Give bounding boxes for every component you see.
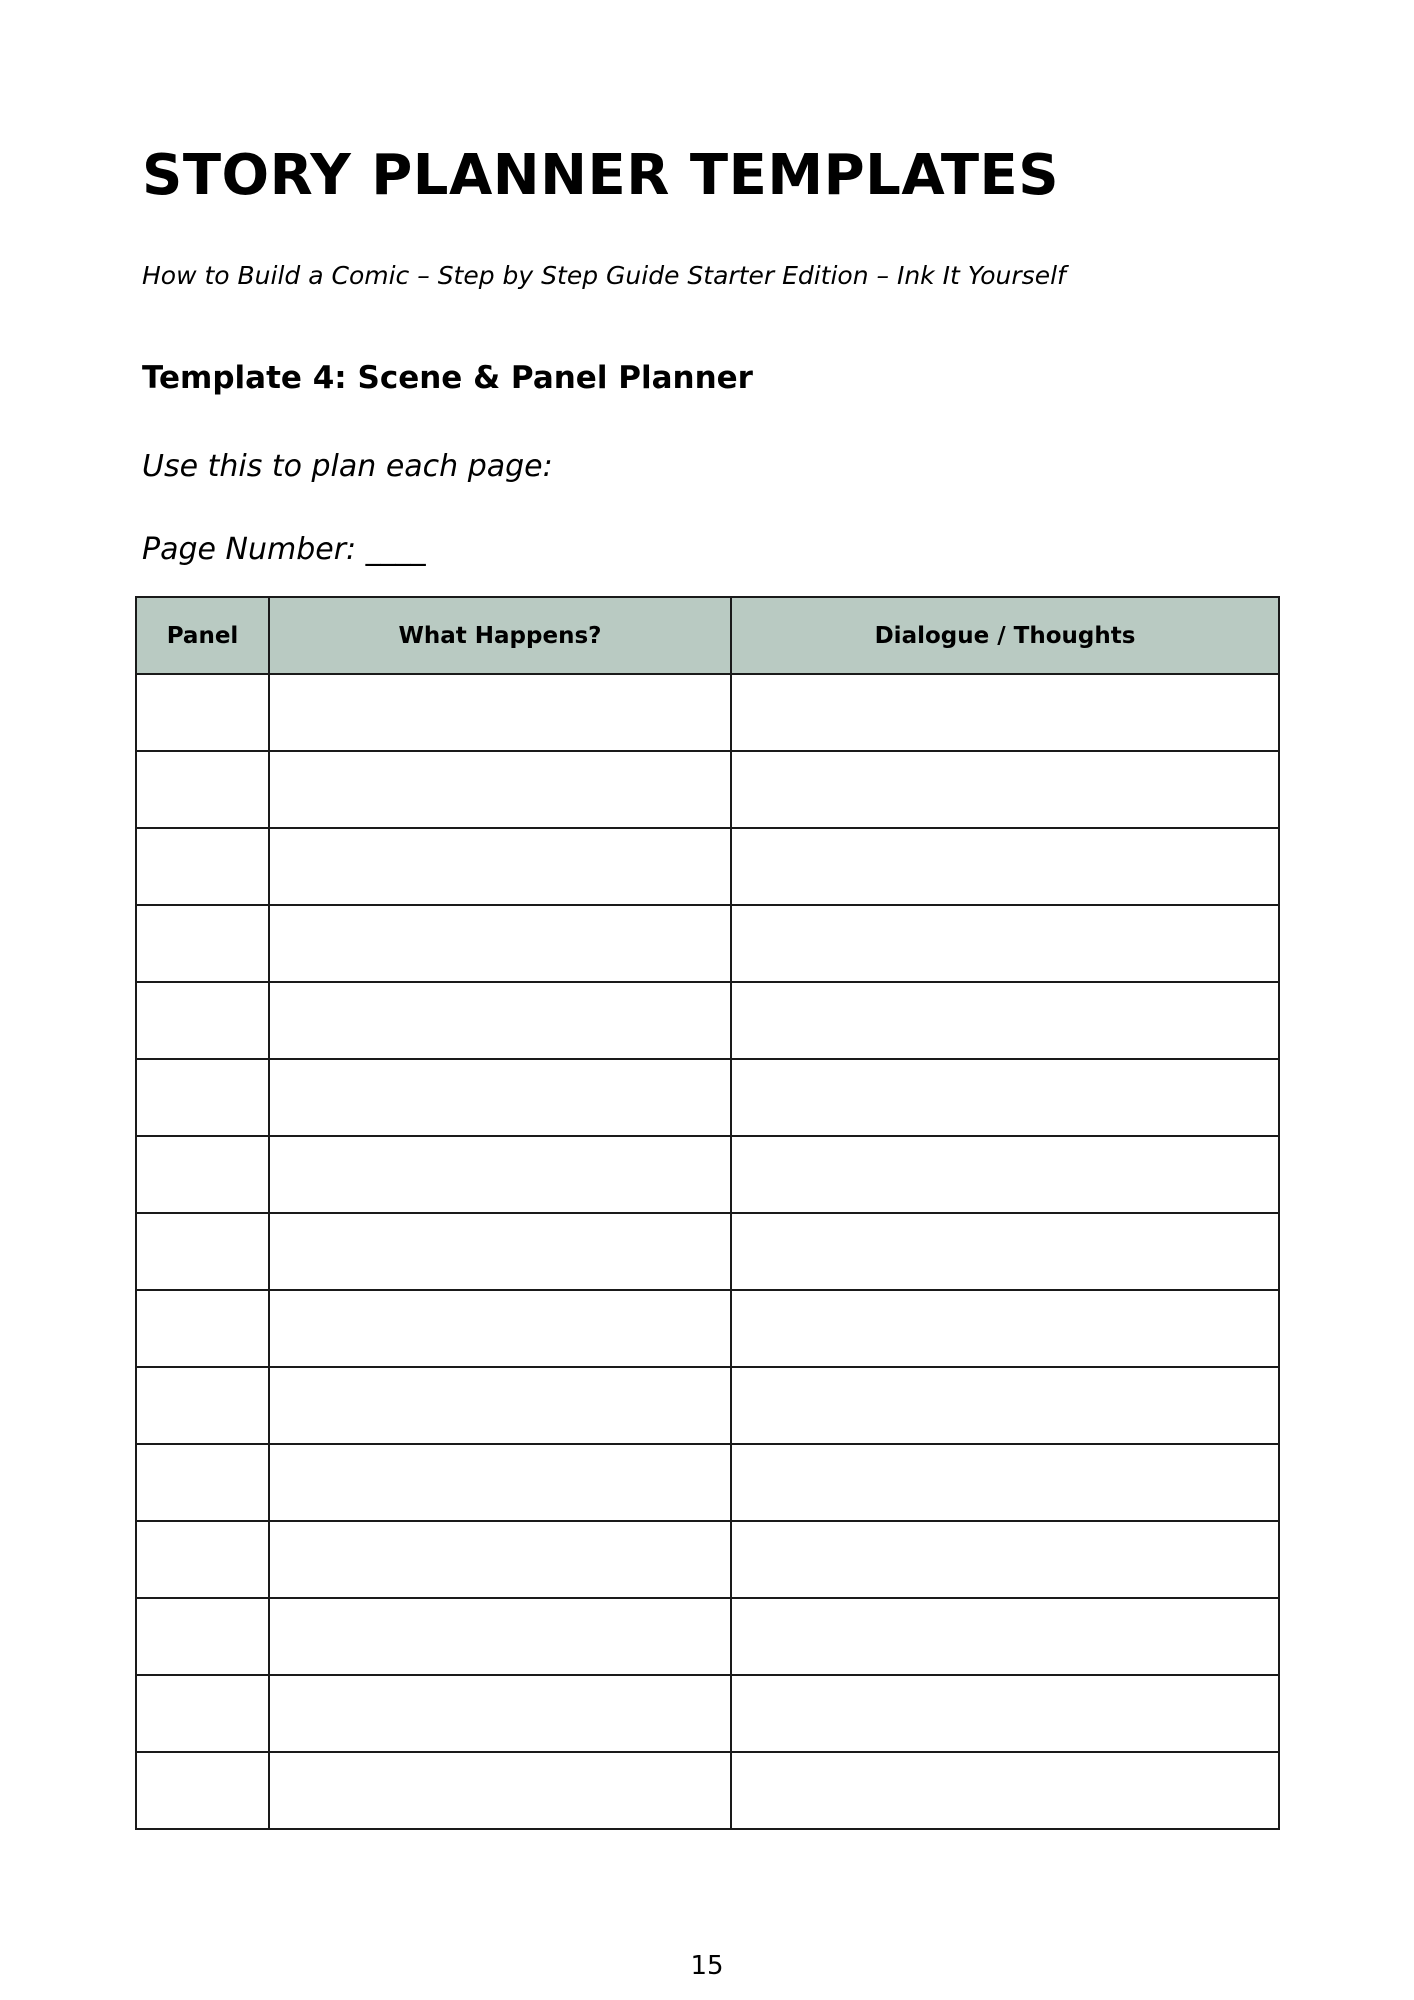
header-what-happens: What Happens?	[269, 597, 731, 674]
cell-what-happens	[269, 751, 731, 828]
cell-panel	[136, 1521, 269, 1598]
cell-dialogue-thoughts	[731, 1521, 1279, 1598]
table-row	[136, 828, 1279, 905]
cell-dialogue-thoughts	[731, 1444, 1279, 1521]
footer-page-number: 15	[690, 1951, 724, 1981]
cell-panel	[136, 1290, 269, 1367]
table-row	[136, 751, 1279, 828]
cell-dialogue-thoughts	[731, 751, 1279, 828]
header-row	[136, 597, 1279, 674]
table-header	[136, 597, 1279, 674]
table-row	[136, 1598, 1279, 1675]
cell-panel	[136, 751, 269, 828]
cell-dialogue-thoughts	[731, 828, 1279, 905]
cell-what-happens	[269, 1290, 731, 1367]
header-panel: Panel	[136, 597, 269, 674]
cell-panel	[136, 1752, 269, 1829]
cell-what-happens	[269, 1367, 731, 1444]
cell-panel	[136, 828, 269, 905]
cell-dialogue-thoughts	[731, 674, 1279, 751]
cell-dialogue-thoughts	[731, 905, 1279, 982]
cell-panel	[136, 1059, 269, 1136]
cell-panel	[136, 1675, 269, 1752]
cell-what-happens	[269, 1136, 731, 1213]
table-row	[136, 1290, 1279, 1367]
table-row	[136, 1752, 1279, 1829]
cell-what-happens	[269, 1598, 731, 1675]
table-row	[136, 1367, 1279, 1444]
table-row	[136, 982, 1279, 1059]
template-heading: Template 4: Scene & Panel Planner	[142, 360, 753, 396]
table-row	[136, 905, 1279, 982]
cell-what-happens	[269, 828, 731, 905]
page-number-field: Page Number: ____	[142, 532, 426, 567]
cell-what-happens	[269, 1675, 731, 1752]
cell-panel	[136, 1444, 269, 1521]
cell-what-happens	[269, 905, 731, 982]
cell-panel	[136, 1367, 269, 1444]
cell-what-happens	[269, 1521, 731, 1598]
cell-dialogue-thoughts	[731, 1290, 1279, 1367]
table-body	[136, 674, 1279, 1829]
table-row	[136, 1675, 1279, 1752]
cell-dialogue-thoughts	[731, 1598, 1279, 1675]
cell-what-happens	[269, 1059, 731, 1136]
page-title: STORY PLANNER TEMPLATES	[142, 143, 1060, 208]
cell-dialogue-thoughts	[731, 1059, 1279, 1136]
cell-what-happens	[269, 982, 731, 1059]
cell-panel	[136, 1213, 269, 1290]
cell-what-happens	[269, 674, 731, 751]
cell-dialogue-thoughts	[731, 1367, 1279, 1444]
cell-dialogue-thoughts	[731, 1213, 1279, 1290]
cell-panel	[136, 905, 269, 982]
table-row	[136, 1213, 1279, 1290]
scene-panel-planner-table	[135, 596, 1280, 1830]
cell-what-happens	[269, 1444, 731, 1521]
cell-dialogue-thoughts	[731, 1752, 1279, 1829]
cell-what-happens	[269, 1213, 731, 1290]
table-row	[136, 1136, 1279, 1213]
cell-what-happens	[269, 1752, 731, 1829]
table-row	[136, 1444, 1279, 1521]
cell-panel	[136, 982, 269, 1059]
table-row	[136, 674, 1279, 751]
cell-panel	[136, 674, 269, 751]
cell-panel	[136, 1136, 269, 1213]
cell-dialogue-thoughts	[731, 1136, 1279, 1213]
cell-dialogue-thoughts	[731, 982, 1279, 1059]
instruction-text: Use this to plan each page:	[142, 449, 553, 484]
subtitle: How to Build a Comic – Step by Step Guide Starter Edition – Ink It Yourself	[142, 261, 1066, 290]
table-row	[136, 1059, 1279, 1136]
header-dialogue-thoughts: Dialogue / Thoughts	[731, 597, 1279, 674]
cell-panel	[136, 1598, 269, 1675]
table-row	[136, 1521, 1279, 1598]
cell-dialogue-thoughts	[731, 1675, 1279, 1752]
